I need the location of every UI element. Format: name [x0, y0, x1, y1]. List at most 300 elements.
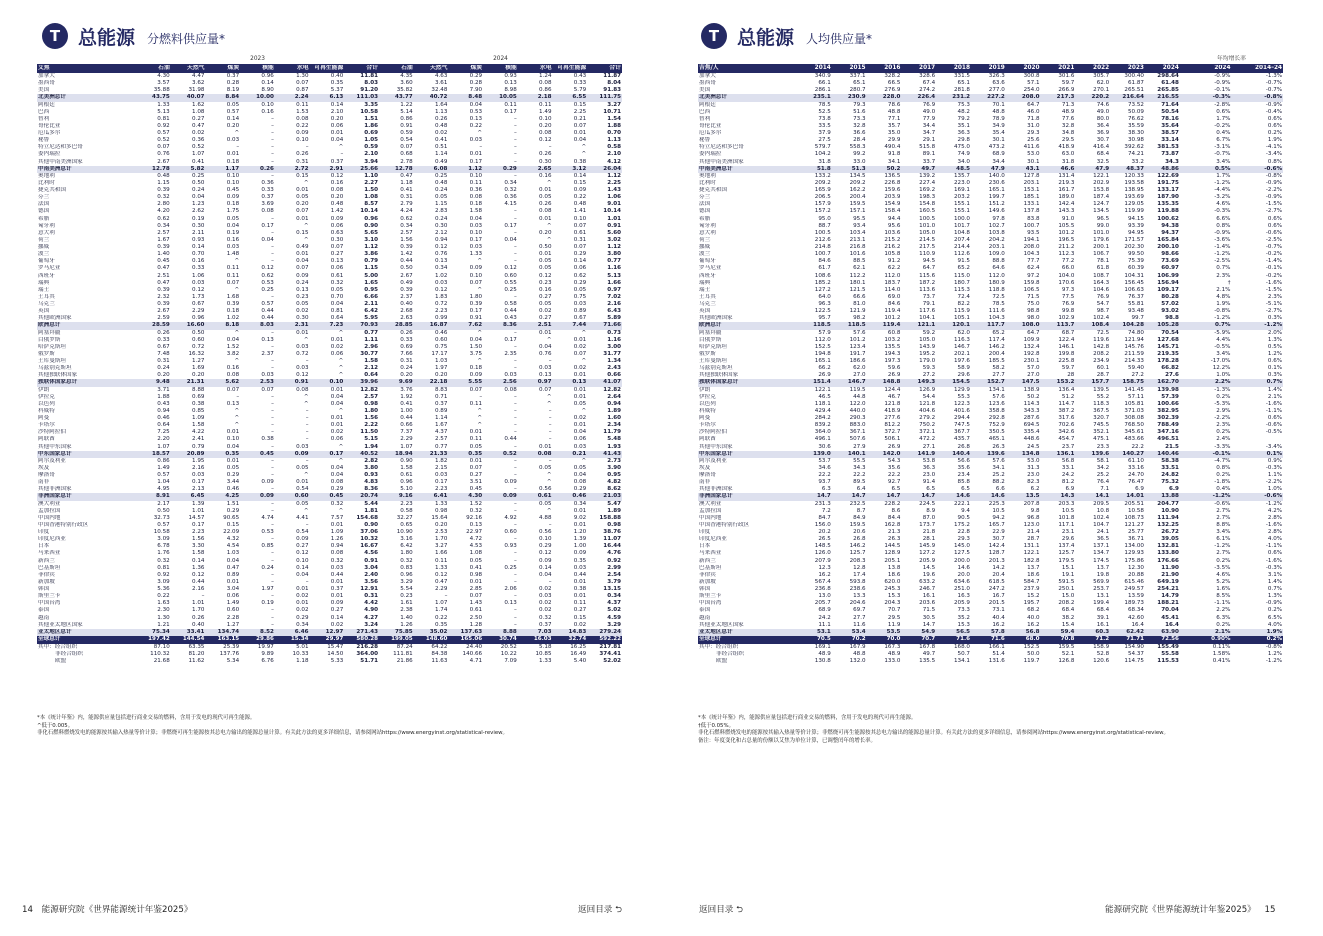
cell-value: – — [548, 521, 552, 528]
cell-value: 0.08 — [330, 479, 344, 486]
cell-value: 8.03 — [240, 322, 275, 329]
row-label: 瑞士 — [38, 286, 50, 293]
table-row — [698, 479, 1283, 486]
cell-value: 93.39 — [1127, 222, 1144, 229]
cell-value: 10.90 — [396, 529, 413, 535]
cell-value: 148.60 — [414, 636, 449, 644]
cell-value: 2.23 — [400, 500, 413, 507]
cell-value: 21.86 — [396, 658, 413, 665]
cell-value: 251.0 — [953, 586, 970, 592]
cell-value: 2.53 — [240, 379, 275, 386]
cell-value: 0.34 — [400, 222, 413, 229]
cell-value: 152.5 — [814, 343, 831, 350]
cell-value: – — [271, 578, 274, 585]
cell-value: 0.09 — [261, 479, 274, 486]
cell-value: 1.7% — [1216, 172, 1231, 179]
table-total-row — [37, 322, 622, 329]
cell-value: 418.9 — [1058, 144, 1075, 151]
cell-value: ^ — [477, 258, 483, 265]
cell-value: 0.05 — [296, 464, 309, 471]
cell-value: 0.02 — [539, 607, 552, 614]
table-row — [37, 330, 622, 337]
cell-value: – — [305, 429, 309, 436]
cell-value: 0.50 — [191, 179, 205, 186]
cell-value: 112.2 — [849, 272, 866, 279]
cell-value: 16.4 — [1165, 621, 1179, 628]
cell-value: 11.1 — [818, 621, 831, 628]
cell-value: 35.82 — [396, 87, 413, 94]
cell-value: 0.03 — [573, 301, 587, 307]
cell-value: 0.04 — [226, 443, 240, 450]
cell-value: 148.5 — [814, 543, 831, 550]
table-row — [698, 294, 1283, 301]
cell-value: 0.49 — [296, 244, 309, 250]
cell-value: 0.99 — [434, 315, 448, 322]
table-row — [37, 372, 622, 379]
cell-value: 5.47 — [607, 500, 621, 507]
cell-value: 0.57 — [226, 108, 240, 115]
cell-value: 0.01 — [469, 457, 483, 464]
cell-value: 750.2 — [919, 422, 936, 429]
cell-value: 0.07 — [573, 350, 587, 357]
row-label: 南非 — [699, 479, 711, 486]
row-label: 欧洲总计 — [698, 322, 797, 329]
cell-value: 76.9 — [1061, 301, 1075, 307]
cell-value: 1.0% — [1216, 372, 1231, 379]
cell-value: 53.7 — [818, 457, 831, 464]
cell-value: 162.70 — [1145, 379, 1180, 386]
row-label: 卡塔尔 — [38, 422, 55, 429]
cell-value: 3.82 — [226, 350, 240, 357]
cell-value: 1.26 — [400, 621, 413, 628]
row-label: 埃及 — [38, 464, 50, 471]
cell-value: 0.11 — [296, 101, 309, 108]
cell-value: – — [514, 486, 517, 493]
table-row — [37, 558, 622, 565]
cell-value: 66.6 — [853, 293, 866, 300]
cell-value: 0.01 — [573, 393, 587, 400]
cell-value: 5.2% — [1216, 578, 1231, 585]
cell-value: 0.04 — [226, 336, 240, 343]
cell-value: 0.77 — [434, 443, 448, 450]
cell-value: 0.11 — [504, 101, 517, 108]
cell-value: 0.45 — [226, 187, 240, 193]
cell-value: 2.31 — [275, 322, 310, 329]
cell-value: 0.2% — [1267, 607, 1283, 614]
table-row — [37, 223, 622, 230]
cell-value: 2.1% — [1267, 393, 1283, 400]
cell-value: ^ — [581, 144, 587, 151]
cell-value: 5.01 — [275, 644, 310, 652]
cell-value: 56.8 — [1061, 457, 1075, 464]
row-label: 沙特阿拉伯 — [699, 429, 727, 436]
cell-value: 0.04 — [330, 393, 344, 400]
table-row — [698, 558, 1283, 565]
cell-value: 0.6% — [1267, 222, 1283, 229]
cell-value: 0.07 — [226, 279, 240, 286]
cell-value: 80.0 — [1096, 115, 1110, 122]
cell-value: – — [514, 578, 517, 585]
cell-value: 401.6 — [953, 407, 970, 414]
cell-value: ^ — [477, 329, 483, 336]
table-row — [698, 337, 1283, 344]
cell-value: 1.09 — [330, 529, 344, 535]
cell-value: 133.2 — [814, 172, 831, 179]
cell-value: 95.5 — [853, 215, 866, 222]
cell-value: 0.7% — [1267, 586, 1283, 592]
cell-value: 3.76 — [400, 386, 413, 393]
table-row — [698, 280, 1283, 287]
cell-value: 78.5 — [992, 301, 1005, 307]
cell-value: 75.34 — [136, 629, 171, 636]
row-label: 厄瓜多尔 — [38, 130, 61, 136]
cell-value: 2.16 — [607, 301, 621, 307]
cell-value: 0.04 — [330, 400, 344, 407]
cell-value: 10.71 — [603, 108, 621, 115]
cell-value: 3.61 — [434, 80, 448, 87]
cell-value: 276.9 — [884, 87, 901, 94]
cell-value: 203.3 — [1058, 500, 1075, 507]
cell-value: 253.7 — [1093, 586, 1110, 592]
cell-value: 78.5 — [818, 101, 831, 108]
row-label: 墨西哥 — [38, 80, 55, 87]
cell-value: 49.0 — [1096, 108, 1110, 115]
cell-value: -2.2% — [1214, 415, 1231, 421]
cell-value: 60.1 — [1096, 365, 1110, 372]
table-row — [37, 387, 622, 394]
cell-value: 8.98 — [504, 87, 517, 94]
cell-value: 0.01 — [226, 151, 240, 158]
cell-value: 59.4 — [1041, 629, 1076, 636]
cell-value: 139.6 — [971, 451, 1006, 458]
cell-value: 43.1 — [1006, 166, 1041, 173]
row-label: 俄罗斯 — [38, 350, 55, 357]
table-row — [37, 173, 622, 180]
table-row — [37, 251, 622, 258]
cell-value: 49.7 — [922, 651, 936, 658]
cell-value: 94.15 — [1127, 215, 1144, 222]
row-label: 澳大利亚 — [699, 500, 722, 507]
cell-value: 0.02 — [573, 415, 587, 421]
cell-value: 1.50 — [364, 187, 378, 193]
cell-value: – — [514, 343, 517, 350]
cell-value: 2.57 — [364, 393, 378, 400]
cell-value: 88.5 — [853, 258, 866, 265]
cell-value: 187.90 — [1157, 194, 1179, 201]
cell-value: 203.9 — [884, 194, 901, 201]
cell-value: 60.39 — [1127, 265, 1144, 272]
cell-value: 0.67 — [157, 343, 170, 350]
cell-value: 1.81 — [364, 507, 378, 514]
cell-value: 1.43 — [607, 187, 621, 193]
cell-value: 2.29 — [434, 586, 448, 592]
cell-value: 0.13 — [539, 372, 552, 379]
cell-value: ^ — [546, 336, 552, 343]
cell-value: 77.2 — [1061, 258, 1075, 265]
cell-value: 115.6 — [919, 272, 936, 279]
cell-value: – — [305, 521, 309, 528]
cell-value: 13.3 — [853, 593, 866, 600]
cell-value: 1.08 — [364, 194, 378, 201]
cell-value: 52.5 — [818, 108, 831, 115]
cell-value: 119.88 — [1157, 208, 1179, 215]
cell-value: -1.6% — [1265, 400, 1283, 407]
table-row — [37, 187, 622, 194]
cell-value: 10.5 — [1061, 507, 1075, 514]
row-label: 日本 — [699, 543, 711, 550]
back-to-contents-link[interactable]: 返回目录 ⮌ — [578, 905, 622, 915]
cell-value: 0.14 — [573, 258, 587, 265]
cell-value: 36.4 — [1096, 122, 1110, 129]
cell-value: 100.5 — [814, 229, 831, 236]
cell-value: 16.44 — [603, 543, 621, 550]
cell-value: 156.45 — [1124, 279, 1144, 286]
cell-value: 1.12 — [448, 166, 483, 173]
cell-value: 2.43 — [607, 365, 621, 372]
cell-value: 7.25 — [157, 429, 170, 436]
cell-value: 0.28 — [469, 80, 483, 87]
cell-value: 77.6 — [1061, 115, 1075, 122]
cell-value: – — [271, 137, 274, 144]
cell-value: 25.2 — [1096, 472, 1110, 478]
cell-value: 0.07 — [261, 386, 274, 393]
cell-value: 2.78 — [400, 158, 413, 165]
cell-value: 2.12 — [434, 229, 448, 236]
cell-value: 33.0 — [853, 158, 866, 165]
table-total-row — [37, 636, 622, 644]
cell-value: 19.8 — [1096, 571, 1110, 578]
cell-value: 0.93 — [191, 236, 205, 243]
cell-value: 302.39 — [1157, 415, 1179, 421]
cell-value: 0.91 — [364, 557, 378, 564]
cell-value: 119.99 — [1124, 208, 1144, 215]
table-row — [698, 102, 1283, 109]
cell-value: 3.56 — [364, 578, 378, 585]
cell-value: 62.4 — [1027, 265, 1040, 272]
cell-value: 0.3% — [1267, 372, 1283, 379]
cell-value: 20.6 — [853, 529, 866, 535]
row-label: 新加坡 — [699, 578, 716, 585]
cell-value: 0.31 — [364, 593, 378, 600]
cell-value: 4.4% — [1216, 336, 1231, 343]
cell-value: 1.03 — [226, 550, 240, 557]
cell-value: 277.6 — [884, 415, 901, 421]
cell-value: 0.07 — [296, 265, 309, 272]
cell-value: 18.57 — [136, 451, 171, 458]
cell-value: 10.58 — [360, 108, 378, 115]
cell-value: 0.20 — [296, 201, 309, 208]
cell-value: 0.83 — [400, 564, 413, 571]
cell-value: 9.8 — [1030, 507, 1040, 514]
cell-value: 0.59 — [364, 144, 378, 151]
table-row — [37, 109, 622, 116]
cell-value: 120.1 — [936, 322, 971, 329]
cell-value: 0.07 — [469, 279, 483, 286]
cell-value: 32.48 — [431, 87, 448, 94]
cell-value: 2.7% — [1216, 507, 1231, 514]
cell-value: 0.01 — [573, 386, 587, 393]
table-total-row — [698, 629, 1283, 636]
cell-value: 208.2 — [1093, 350, 1110, 357]
cell-value: 1.6% — [1216, 586, 1231, 592]
cell-value: 6.9 — [1135, 486, 1144, 493]
cell-value: 208.0 — [1023, 244, 1040, 250]
cell-value: 0.03 — [573, 564, 587, 571]
cell-value: 0.61 — [573, 229, 587, 236]
cell-value: 0.05 — [573, 400, 587, 407]
cell-value: 228.2 — [884, 500, 901, 507]
cell-value: 1.39 — [191, 500, 205, 507]
cell-value: 72.5 — [1096, 329, 1110, 336]
cell-value: 2.18 — [518, 94, 553, 101]
cell-value: 146.2 — [988, 343, 1005, 350]
cell-value: 5.36 — [157, 586, 170, 592]
cell-value: 6.08 — [414, 166, 449, 173]
cell-value: 0.35 — [573, 557, 587, 564]
cell-value: 26.3 — [887, 536, 901, 543]
cell-value: 117.7 — [971, 322, 1006, 329]
cell-value: 305.7 — [1093, 73, 1110, 79]
cell-value: 0.07 — [573, 122, 587, 129]
column-header: 天然气 — [414, 64, 449, 73]
cell-value: 2.72 — [275, 166, 310, 173]
cell-value: 238.6 — [849, 586, 866, 592]
row-label: 阿尔及利亚 — [699, 457, 727, 464]
cell-value: 100.7 — [814, 251, 831, 258]
cell-value: 87.10 — [136, 644, 171, 652]
cell-value: 3.10 — [364, 236, 378, 243]
cell-value: 204.6 — [849, 600, 866, 607]
table-row — [698, 251, 1283, 258]
row-label: 白俄罗斯 — [699, 336, 722, 343]
cell-value: 1.06 — [191, 272, 205, 279]
page-number: 14 — [22, 905, 33, 915]
cell-value: 120.33 — [1124, 172, 1144, 179]
cell-value: 139.6 — [1075, 451, 1110, 458]
cell-value: 1.08 — [469, 550, 483, 557]
cell-value: 1.30 — [157, 614, 170, 621]
cell-value: 56.5 — [936, 629, 971, 636]
cell-value: 14.7 — [922, 621, 936, 628]
cell-value: 4.74 — [261, 514, 274, 521]
cell-value: 105.8 — [884, 251, 901, 258]
cell-value: 0.14 — [330, 614, 344, 621]
cell-value: 208.3 — [849, 557, 866, 564]
cell-value: 1.48 — [226, 251, 240, 258]
row-label: 意大利 — [38, 229, 55, 236]
cell-value: 208.0 — [1006, 94, 1041, 101]
cell-value: – — [514, 571, 517, 578]
cell-value: 78.9 — [992, 115, 1005, 122]
cell-value: 31.98 — [188, 87, 205, 94]
cell-value: 0.71 — [434, 393, 448, 400]
cell-value: 0.04 — [573, 429, 587, 436]
cell-value: 158.9 — [1075, 644, 1110, 652]
cell-value: 0.09 — [539, 557, 552, 564]
cell-value: 2.23 — [434, 308, 448, 315]
cell-value: 27.1 — [922, 443, 936, 450]
cell-value: 0.39 — [157, 301, 170, 307]
cell-value: 0.34 — [434, 265, 448, 272]
back-to-contents-link[interactable]: 返回目录 ⮌ — [699, 905, 743, 915]
row-label: 委内瑞拉 — [38, 151, 61, 158]
cell-value: 364.00 — [356, 651, 378, 658]
cell-value: 102.4 — [1093, 514, 1110, 521]
cell-value: 108.4 — [1075, 322, 1110, 329]
cell-value: 191.7 — [849, 350, 866, 357]
cell-value: 0.24 — [400, 365, 413, 372]
row-label: 秘鲁 — [699, 137, 711, 144]
cell-value: 13.0 — [818, 593, 831, 600]
row-label: 越南 — [38, 614, 50, 621]
cell-value: 0.05 — [539, 464, 552, 471]
cell-value: – — [514, 521, 517, 528]
cell-value: 35.6 — [887, 464, 901, 471]
cell-value: 0.05 — [434, 194, 448, 201]
cell-value: 31.8 — [818, 158, 831, 165]
cell-value: – — [201, 593, 205, 600]
cell-value: 0.48 — [330, 201, 344, 208]
cell-value: 61.48 — [1161, 80, 1179, 87]
cell-value: 27.7 — [853, 614, 866, 621]
cell-value: 0.22 — [434, 614, 448, 621]
cell-value: 2.1% — [1216, 286, 1231, 293]
cell-value: 93.4 — [853, 222, 866, 229]
cell-value: 24.82 — [1161, 472, 1179, 478]
cell-value: 0.60 — [226, 607, 240, 614]
cell-value: 1.14 — [434, 415, 448, 421]
cell-value: 4.47 — [191, 73, 205, 79]
cell-value: 12.2% — [1212, 365, 1231, 372]
cell-value: – — [514, 407, 517, 414]
cell-value: 64.0 — [818, 293, 831, 300]
cell-value: 140.1 — [832, 451, 867, 458]
cell-value: 4.6% — [1216, 201, 1231, 208]
cell-value: – — [548, 457, 552, 464]
cell-value: 1.33 — [434, 500, 448, 507]
cell-value: 11.9 — [887, 621, 901, 628]
cell-value: 8.83 — [434, 386, 448, 393]
cell-value: 0.03 — [469, 222, 483, 229]
cell-value: 0.60 — [434, 336, 448, 343]
cell-value: -0.6% — [1265, 422, 1283, 429]
cell-value: 78.1 — [1096, 258, 1110, 265]
cell-value: 16.60 — [171, 322, 206, 329]
cell-value: – — [514, 229, 517, 236]
cell-value: ^ — [477, 358, 483, 364]
cell-value: 101.6 — [849, 251, 866, 258]
cell-value: 204.77 — [1157, 500, 1179, 507]
cell-value: 3.04 — [364, 564, 378, 571]
row-label: 印度 — [38, 529, 50, 535]
cell-value: 0.86 — [400, 115, 413, 122]
cell-value: 12.8 — [853, 564, 866, 571]
cell-value: 119.4 — [884, 308, 901, 315]
cell-value: 6.43 — [607, 308, 621, 315]
cell-value: 2.3% — [1216, 272, 1231, 279]
cell-value: 122.1 — [814, 386, 831, 393]
cell-value: 0.4% — [1216, 130, 1231, 136]
cell-value: 2.80 — [157, 201, 170, 208]
cell-value: 2.82 — [364, 457, 378, 464]
cell-value: 31.8 — [1061, 158, 1075, 165]
cell-value: 7.02 — [607, 293, 621, 300]
cell-value: 48.8 — [853, 651, 866, 658]
row-label: 韩国 — [699, 586, 711, 592]
cell-value: 164.3 — [1093, 279, 1110, 286]
table-row — [37, 308, 622, 315]
cell-value: 189.73 — [1124, 600, 1144, 607]
